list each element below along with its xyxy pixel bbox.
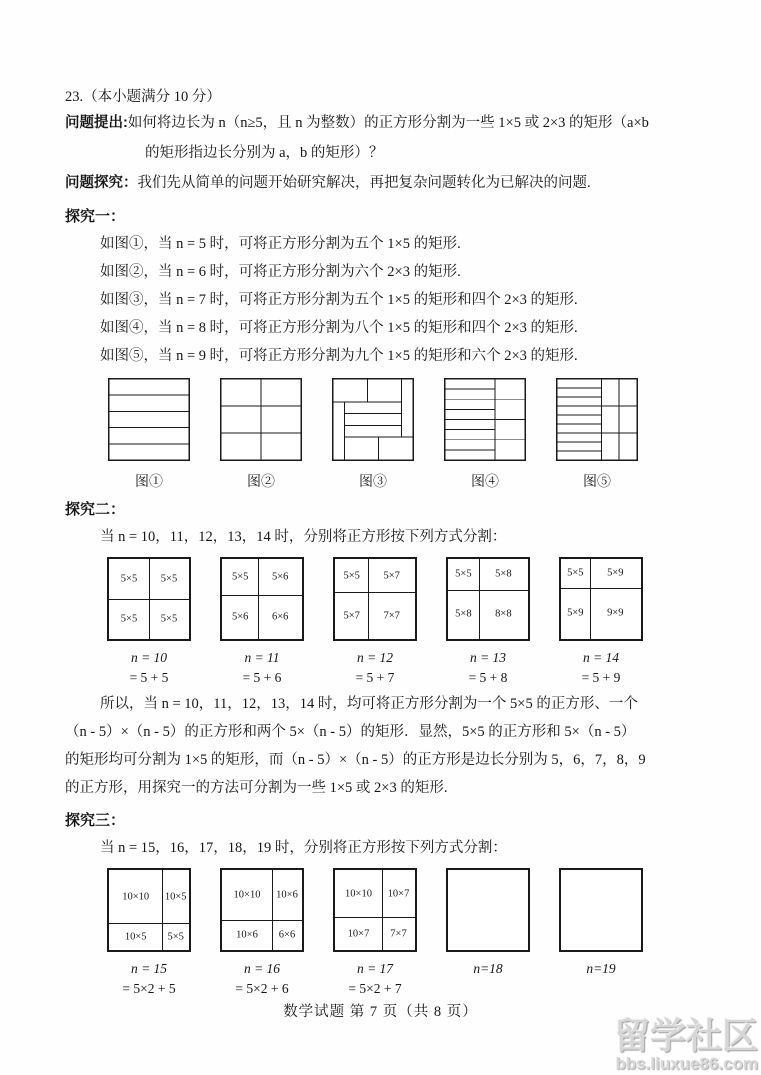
split-equation: = 5 + 6: [242, 670, 282, 685]
inquiry2-heading: 探究二：: [65, 501, 126, 518]
exploration-text: 我们先从简单的问题开始研究解决，再把复杂问题转化为已解决的问题.: [137, 175, 591, 191]
cell-size-label: 10×6: [276, 889, 298, 901]
inquiry1-heading: 探究一：: [65, 208, 126, 225]
cell-size-label: 10×10: [233, 889, 261, 901]
figure-block-n12: [333, 557, 417, 686]
cell-size-label: 10×10: [122, 891, 150, 903]
cell-size-label: 5×5: [567, 567, 584, 579]
n-value-label: n = 16: [243, 961, 281, 976]
cell-size-label: 7×7: [383, 610, 400, 622]
figure-square-n5: [108, 378, 190, 461]
figure-square-n12: [333, 557, 417, 641]
figure-caption-5: 图⑤: [583, 475, 611, 490]
cell-size-label: 10×5: [124, 931, 147, 943]
n-value-label: n=19: [586, 961, 616, 976]
cell-size-label: 5×5: [231, 571, 249, 583]
conclusion-line-1: 所以，当 n = 10，11，12，13，14 时，均可将正方形分割为一个 5×5 的正方形、一个: [100, 696, 638, 712]
cell-size-label: 5×5: [343, 570, 360, 582]
figure-block-5: [556, 378, 638, 491]
cell-size-label: 5×5: [120, 613, 138, 625]
figure-block-1: [108, 378, 190, 491]
cell-size-label: 6×6: [278, 929, 296, 941]
inquiry2-conclusion: [65, 690, 711, 802]
figure-caption-4: 图④: [471, 475, 499, 490]
answer-square-n19: [559, 868, 643, 952]
figure-block-n17: [333, 868, 417, 997]
conclusion-line-3: 的矩形均可分割为 1×5 的矩形，而（n - 5）×（n - 5）的正方形是边长分别为 5，6，7，8，9: [65, 752, 646, 768]
figure-block-n16: [220, 868, 304, 997]
figure-square-n8: [444, 378, 526, 461]
exploration-line: [65, 168, 711, 198]
cell-size-label: 5×5: [160, 573, 178, 585]
figure-caption-3: 图③: [359, 475, 387, 490]
figure-block-n11: [220, 557, 304, 686]
figure-block-3: [332, 378, 414, 491]
conclusion-line-2: （n - 5）×（n - 5）的正方形和两个 5×（n - 5）的矩形．显然，5×5 的正方形和 5×（n - 5）: [65, 724, 636, 740]
figure-block-n13: [446, 557, 530, 686]
figure-block-n18: [446, 868, 530, 997]
page-footer: 数学试题 第 7 页（共 8 页）: [283, 1004, 478, 1020]
inquiry1-item-n7: 如图③，当 n = 7 时，可将正方形分割为五个 1×5 的矩形和四个 2×3 的矩形.: [100, 292, 578, 308]
watermark-url: bbs.liuxue86.com: [615, 1054, 758, 1074]
figure-square-n9: [556, 378, 638, 461]
cell-size-label: 5×7: [343, 610, 360, 622]
problem-statement-line-1: [65, 108, 711, 138]
cell-size-label: 10×10: [345, 888, 372, 900]
cell-size-label: 5×7: [383, 570, 400, 582]
problem-text-line-1: 如何将边长为 n（n≥5，且 n 为整数）的正方形分割为一些 1×5 或 2×3 的矩形（a×b: [127, 115, 649, 131]
cell-size-label: 6×6: [271, 611, 289, 623]
n-value-label: n = 17: [356, 961, 394, 976]
figure-square-n16: [220, 868, 304, 952]
cell-size-label: 7×7: [390, 928, 407, 940]
cell-size-label: 5×5: [120, 573, 138, 585]
figure-block-n19: [559, 868, 643, 997]
n-value-label: n = 12: [356, 650, 394, 665]
figure-square-n15: [107, 868, 191, 952]
cell-size-label: 5×5: [160, 613, 178, 625]
figure-block-4: [444, 378, 526, 491]
inquiry1-item-n5: 如图①，当 n = 5 时，可将正方形分割为五个 1×5 的矩形.: [100, 236, 461, 252]
figure-square-n17: [333, 868, 417, 952]
cell-size-label: 8×8: [495, 608, 512, 620]
watermark-title: 留学社区: [613, 1015, 758, 1057]
figure-square-n13: [446, 557, 530, 641]
split-equation: = 5 + 8: [468, 670, 508, 685]
inquiry2-figures-row: [107, 557, 711, 686]
split-equation: = 5×2 + 7: [348, 981, 402, 996]
figure-block-n10: [107, 557, 191, 686]
cell-size-label: 9×9: [607, 607, 624, 619]
inquiry3-heading: 探究三：: [65, 812, 126, 829]
n-value-label: n = 11: [244, 650, 280, 665]
figure-block-n15: [107, 868, 191, 997]
problem-label: 问题提出:: [65, 115, 128, 131]
cell-size-label: 5×5: [455, 568, 472, 580]
exploration-label: 问题探究：: [65, 175, 138, 191]
cell-size-label: 5×6: [231, 611, 249, 623]
n-value-label: n=18: [473, 961, 503, 976]
cell-size-label: 10×6: [236, 929, 258, 941]
figure-caption-2: 图②: [247, 475, 275, 490]
figure-block-n14: [559, 557, 643, 686]
cell-size-label: 5×8: [455, 608, 472, 620]
figure-square-n10: [107, 557, 191, 641]
n-value-label: n = 14: [582, 650, 620, 665]
inquiry2-intro: 当 n = 10，11，12，13，14 时，分别将正方形按下列方式分割：: [100, 529, 507, 545]
cell-size-label: 10×5: [164, 891, 187, 903]
cell-size-label: 5×9: [567, 607, 584, 619]
n-value-label: n = 10: [130, 650, 168, 665]
conclusion-line-4: 的正方形，用探究一的方法可分割为一些 1×5 或 2×3 的矩形.: [65, 780, 448, 796]
inquiry1-item-n8: 如图④，当 n = 8 时，可将正方形分割为八个 1×5 的矩形和四个 2×3 的矩形.: [100, 320, 578, 336]
cell-size-label: 5×6: [271, 571, 289, 583]
n-value-label: n = 15: [130, 961, 168, 976]
figure-square-n7: [332, 378, 414, 461]
watermark: [614, 1017, 758, 1073]
split-equation: = 5 + 7: [355, 670, 395, 685]
split-equation: = 5×2 + 5: [122, 981, 176, 996]
figure-square-n6: [220, 378, 302, 461]
answer-square-n18: [446, 868, 530, 952]
inquiry1-item-n9: 如图⑤，当 n = 9 时，可将正方形分割为九个 1×5 的矩形和六个 2×3 的矩形.: [100, 348, 578, 364]
inquiry1-figures-row: [108, 378, 711, 491]
inquiry1-item-n6: 如图②，当 n = 6 时，可将正方形分割为六个 2×3 的矩形.: [100, 264, 461, 280]
cell-size-label: 5×5: [167, 931, 184, 943]
split-equation: = 5 + 5: [129, 670, 169, 685]
inquiry3-intro: 当 n = 15，16，17，18，19 时，分别将正方形按下列方式分割：: [100, 840, 507, 856]
problem-statement-line-2: 的矩形指边长分别为 a，b 的矩形）？: [145, 145, 384, 161]
figure-square-n14: [559, 557, 643, 641]
cell-size-label: 10×7: [347, 928, 370, 940]
figure-caption-1: 图①: [135, 475, 163, 490]
cell-size-label: 5×8: [495, 568, 512, 580]
figure-square-n11: [220, 557, 304, 641]
cell-size-label: 10×7: [387, 888, 410, 900]
split-equation: = 5 + 9: [581, 670, 621, 685]
problem-number: 23.（本小题满分 10 分）: [65, 89, 221, 105]
figure-block-2: [220, 378, 302, 491]
n-value-label: n = 13: [469, 650, 507, 665]
inquiry3-figures-row: [107, 868, 711, 997]
cell-size-label: 5×9: [607, 567, 624, 579]
split-equation: = 5×2 + 6: [235, 981, 289, 996]
